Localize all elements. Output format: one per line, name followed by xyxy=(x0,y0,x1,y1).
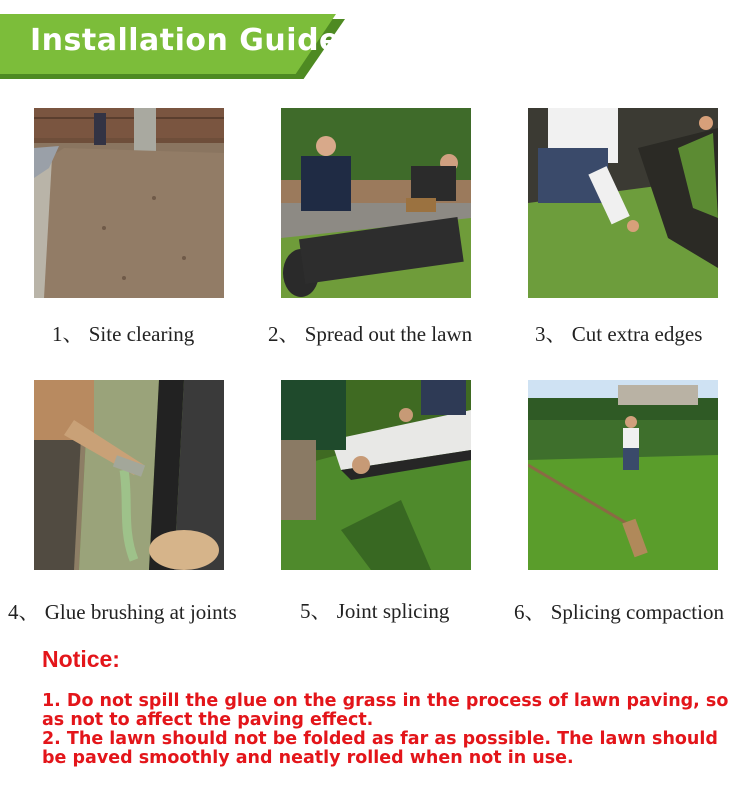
step-caption-5: 5、 Joint splicing xyxy=(300,599,450,623)
compaction-photo xyxy=(528,380,718,570)
glue-joint-photo xyxy=(34,380,224,570)
cutting-edges-photo xyxy=(528,108,718,298)
rolling-lawn-photo xyxy=(281,108,471,298)
step-caption-6: 6、 Splicing compaction xyxy=(514,600,724,624)
notice-title: Notice: xyxy=(42,646,120,672)
step-caption-1: 1、 Site clearing xyxy=(52,322,195,346)
joint-splicing-photo xyxy=(281,380,471,570)
notice-list xyxy=(42,692,742,768)
page-title: Installation Guide xyxy=(30,23,340,58)
notice-item-2: 2. The lawn should not be folded as far as possible. The lawn should be paved smoothly and neatly rolled when not in use. xyxy=(42,729,718,768)
step-caption-2: 2、 Spread out the lawn xyxy=(268,322,473,346)
notice-item-1: 1. Do not spill the glue on the grass in the process of lawn paving, so as not to affect the paving effect. xyxy=(42,691,729,730)
soil-ground-photo xyxy=(34,108,224,298)
step-caption-3: 3、 Cut extra edges xyxy=(535,322,703,346)
step-caption-4: 4、 Glue brushing at joints xyxy=(8,600,237,624)
